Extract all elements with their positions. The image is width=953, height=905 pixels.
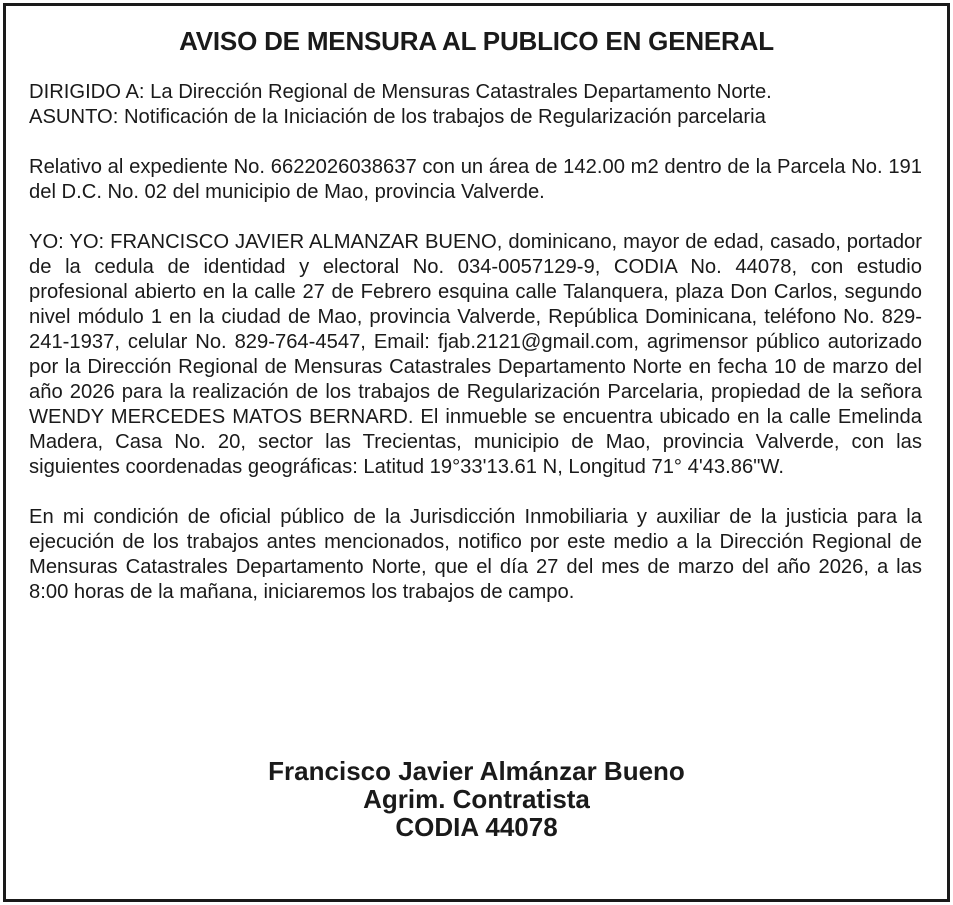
expediente-paragraph: Relativo al expediente No. 6622026038637 con un área de 142.00 m2 dentro de la Parcela No. 191 del D.C. No. 02 del municipio de Mao, provincia Valverde.	[29, 156, 922, 203]
signature-role: Agrim. Contratista	[363, 784, 590, 814]
notification-paragraph: En mi condición de oficial público de la Jurisdicción Inmobiliaria y auxiliar de la justicia para la ejecución de los trabajos antes mencionados, notifico por este medio a la Dirección Regional de Mensuras Catastrales Departamento Norte, que el día 27 del mes de marzo del año 2026, a las 8:00 horas de la mañana, iniciaremos los trabajos de campo.	[29, 506, 922, 603]
dirigido-paragraph: DIRIGIDO A: La Dirección Regional de Mensuras Catastrales Departamento Norte.	[29, 81, 772, 103]
asunto-paragraph: ASUNTO: Notificación de la Iniciación de los trabajos de Regularización parcelaria	[29, 106, 766, 128]
paragraph-spacer	[29, 130, 922, 155]
signature-block	[6, 757, 947, 841]
declarant-paragraph: YO: YO: FRANCISCO JAVIER ALMANZAR BUENO, dominicano, mayor de edad, casado, portador de la cedula de identidad y electoral No. 034-0057129-9, CODIA No. 44078, con estudio profesional abierto en la calle 27 de Febrero esquina calle Talanquera, plaza Don Carlos, segundo nivel módulo 1 en la ciudad de Mao, provincia Valverde, República Dominicana, teléfono No. 829-241-1937, celular No. 829-764-4547, Email: fjab.2121@gmail.com, agrimensor público autorizado por la Dirección Regional de Mensuras Catastrales Departamento Norte en fecha 10 de marzo del año 2026 para la realización de los trabajos de Regularización Parcelaria, propiedad de la señora WENDY MERCEDES MATOS BERNARD. El inmueble se encuentra ubicado en la calle Emelinda Madera, Casa No. 20, sector las Trecientas, municipio de Mao, provincia Valverde, con las siguientes coordenadas geográficas: Latitud 19°33'13.61 N, Longitud 71° 4'43.86"W.	[29, 231, 922, 478]
notice-box	[3, 3, 950, 902]
signature-name: Francisco Javier Almánzar Bueno	[268, 756, 685, 786]
paragraph-spacer	[29, 480, 922, 505]
paragraph-spacer	[29, 205, 922, 230]
notice-body	[29, 80, 922, 605]
notice-title: AVISO DE MENSURA AL PUBLICO EN GENERAL	[179, 26, 774, 56]
signature-codia: CODIA 44078	[395, 812, 558, 842]
